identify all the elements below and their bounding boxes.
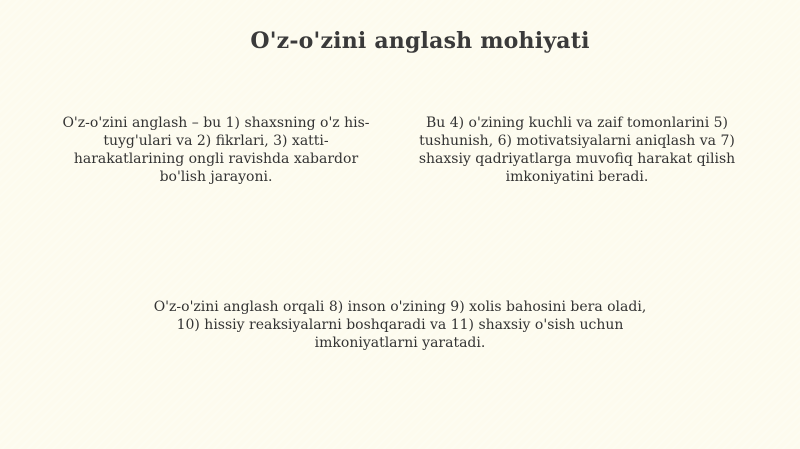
paragraph-outcomes: O'z-o'zini anglash orqali 8) inson o'zining 9) xolis bahosini bera oladi, 10) hissiy reaksiyalarni boshqaradi va 11) shaxsiy o'sish uchun imkoniyatlarni yaratadi. (153, 299, 647, 351)
paragraph-definition: O'z-o'zini anglash – bu 1) shaxsning o'z his-tuyg'ulari va 2) fikrlari, 3) xatti-harakatlarining ongli ravishda xabardor bo'lish jarayoni. (62, 115, 370, 185)
slide-title: O'z-o'zini anglash mohiyati (250, 28, 590, 54)
paragraph-benefits: Bu 4) o'zining kuchli va zaif tomonlarini 5) tushunish, 6) motivatsiyalarni aniqlash va 7) shaxsiy qadriyatlarga muvofiq harakat qilish imkoniyatini beradi. (418, 115, 736, 185)
